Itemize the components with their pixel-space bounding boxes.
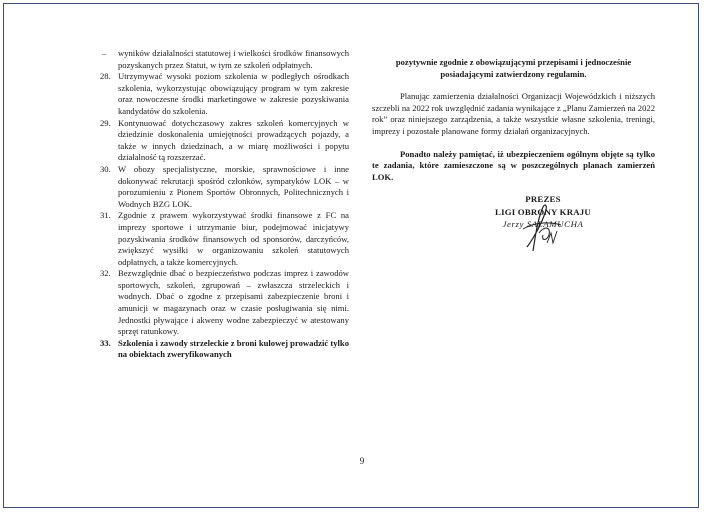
signature-block <box>488 193 598 231</box>
item-number: 32. <box>100 268 111 279</box>
item-number: 28. <box>100 71 111 82</box>
continuation-text: pozytywnie zgodnie z obowiązującymi przepisami i jednocześnie posiadającymi zatwierdzony regulamin. <box>395 57 632 79</box>
item-text: Szkolenia i zawody strzeleckie z broni kulowej prowadzić tylko na obiektach zweryfikowanych <box>118 337 349 360</box>
list-item <box>97 210 349 268</box>
item-number: 30. <box>100 163 111 174</box>
page-number: 9 <box>359 456 365 466</box>
item-text: Kontynuować dotychczasowy zakres szkoleń komercyjnych w dziedzinie doskonalenia umiejętności prowadzących pojazdy, a także w innych dziedzinach, a w miarę możliwości i popytu działalność tą rozszerzać. <box>118 117 349 163</box>
list-item <box>97 48 349 71</box>
item-text: Zgodnie z prawem wykorzystywać środki finansowe z FC na imprezy sportowe i utrzymanie biur, podejmować inicjatywy pozyskiwania środków finansowych od sponsorów, darczyńców, zwiększyć wysiłki w organizowaniu szkoleń statutowych odpłatnych, a także komercyjnych. <box>118 210 349 267</box>
signature-title: PREZES <box>525 194 561 204</box>
list-item <box>97 71 349 117</box>
list-item <box>97 338 349 361</box>
signature-name: Jerzy SALAMUCHA <box>502 219 584 229</box>
item-text: Bezwzględnie dbać o bezpieczeństwo podczas imprez i zawodów sportowych, szkoleń, zgrupowań – zwłaszcza strzeleckich i wodnych. Dbać o zgodne z przepisami zabezpieczenie broni i amunicji w magazynach oraz w czasie posługiwania się nimi. Jednostki pływające i akweny wodne zabezpieczyć w atestowany sprzęt ratunkowy. <box>118 268 349 337</box>
item-text: Utrzymywać wysoki poziom szkolenia w podległych ośrodkach szkolenia, wykorzystując obowiązujący program w tym zakresie oraz nowoczesne środki marketingowe w zakresie pozyskiwania kandydatów do szkolenia. <box>118 71 349 116</box>
left-column <box>97 48 349 361</box>
item-text: W obozy specjalistyczne, morskie, sprawnościowe i inne dokonywać rekrutacji spośród członków, sympatyków LOK – w porozumieniu z Pionem Sportów Obronnych, Politechnicznych i Wodnych BZG LOK. <box>118 163 349 209</box>
item-text: wyników działalności statutowej i wielkości środków finansowych pozyskanych przez Statut, w tym ze szkoleń odpłatnych. <box>118 48 349 70</box>
item-number: 29. <box>100 117 111 128</box>
item-number: 33. <box>100 337 111 348</box>
item-number: 31. <box>100 210 111 221</box>
list-item <box>97 268 349 338</box>
list-item <box>97 118 349 164</box>
list-item <box>97 164 349 210</box>
insurance-paragraph: Ponadto należy pamiętać, iż ubezpieczeniem ogólnym objęte są tylko te zadania, które zamieszczone są w poszczególnych planach zamierzeń LOK. <box>372 148 655 182</box>
right-column <box>372 57 655 183</box>
planning-paragraph: Planując zamierzenia działalności Organizacji Wojewódzkich i niższych szczebli na 2022 rok uwzględnić zadania wynikające z „Planu Zamierzeń na 2022 rok” oraz niniejszego zarządzenia, a także wszystkie własne szkolenia, treningi, imprezy i pozostałe planowane formy działań organizacyjnych. <box>372 91 655 136</box>
signature-org: LIGI OBRONY KRAJU <box>495 206 591 217</box>
item-number: – <box>102 48 107 58</box>
